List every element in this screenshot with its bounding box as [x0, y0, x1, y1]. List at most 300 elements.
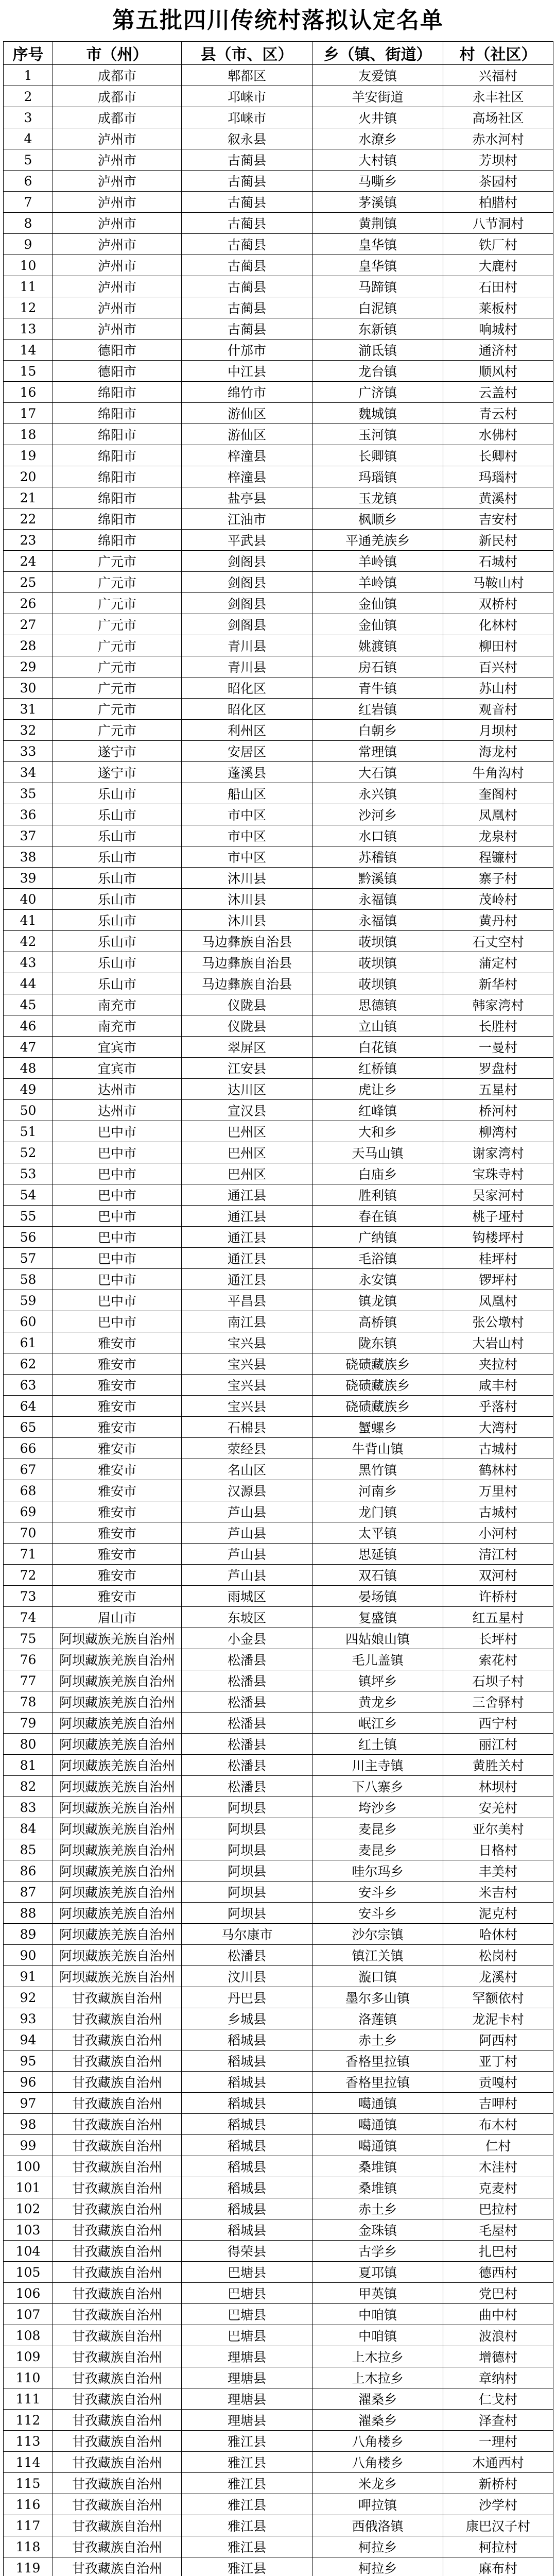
cell-city: 广元市 [53, 614, 182, 635]
cell-village: 安羌村 [443, 1797, 553, 1818]
table-row [4, 1945, 553, 1966]
cell-index: 53 [4, 1163, 53, 1184]
cell-town: 白花镇 [312, 1037, 443, 1058]
cell-city: 绵阳市 [53, 487, 182, 509]
cell-city: 阿坝藏族羌族自治州 [53, 1818, 182, 1839]
cell-village: 顺风村 [443, 361, 553, 382]
cell-county: 仪陇县 [182, 1015, 312, 1037]
cell-county: 通江县 [182, 1248, 312, 1269]
cell-village: 月坝村 [443, 720, 553, 741]
table-row [4, 445, 553, 466]
cell-village: 仁戈村 [443, 2388, 553, 2410]
cell-county: 沐川县 [182, 910, 312, 931]
cell-city: 泸州市 [53, 318, 182, 340]
cell-town: 中咱镇 [312, 2304, 443, 2325]
table-row [4, 2029, 553, 2050]
cell-city: 绵阳市 [53, 509, 182, 530]
table-row [4, 1924, 553, 1945]
table-row [4, 1522, 553, 1544]
cell-city: 南充市 [53, 994, 182, 1015]
table-row [4, 1037, 553, 1058]
table-row [4, 403, 553, 424]
table-row [4, 86, 553, 107]
cell-town: 镇龙镇 [312, 1290, 443, 1311]
cell-index: 67 [4, 1459, 53, 1480]
cell-index: 27 [4, 614, 53, 635]
table-row [4, 1227, 553, 1248]
table-row [4, 149, 553, 171]
cell-village: 红五星村 [443, 1607, 553, 1628]
cell-county: 巴州区 [182, 1121, 312, 1142]
cell-county: 宝兴县 [182, 1332, 312, 1353]
table-row [4, 509, 553, 530]
cell-index: 48 [4, 1058, 53, 1079]
cell-county: 翠屏区 [182, 1037, 312, 1058]
cell-index: 64 [4, 1396, 53, 1417]
cell-village: 克麦村 [443, 2177, 553, 2198]
cell-town: 米龙乡 [312, 2473, 443, 2494]
cell-city: 甘孜藏族自治州 [53, 2536, 182, 2557]
cell-town: 镇江关镇 [312, 1945, 443, 1966]
cell-town: 东新镇 [312, 318, 443, 340]
cell-town: 下八寨乡 [312, 1776, 443, 1797]
cell-index: 20 [4, 466, 53, 487]
cell-village: 双桥村 [443, 593, 553, 614]
cell-town: 水潦乡 [312, 128, 443, 149]
cell-town: 湔氐镇 [312, 340, 443, 361]
table-row [4, 1776, 553, 1797]
cell-county: 市中区 [182, 825, 312, 846]
cell-town: 双石镇 [312, 1565, 443, 1586]
cell-county: 汉源县 [182, 1480, 312, 1501]
cell-index: 69 [4, 1501, 53, 1522]
cell-index: 89 [4, 1924, 53, 1945]
cell-index: 34 [4, 762, 53, 783]
cell-city: 甘孜藏族自治州 [53, 1987, 182, 2008]
cell-county: 松潘县 [182, 1713, 312, 1734]
cell-index: 116 [4, 2494, 53, 2515]
cell-county: 小金县 [182, 1628, 312, 1649]
cell-village: 石田村 [443, 276, 553, 297]
cell-village: 大鹿村 [443, 255, 553, 276]
cell-city: 巴中市 [53, 1163, 182, 1184]
cell-village: 柳田村 [443, 635, 553, 656]
cell-county: 利州区 [182, 720, 312, 741]
cell-town: 羊安街道 [312, 86, 443, 107]
cell-town: 噶通镇 [312, 2093, 443, 2114]
cell-index: 13 [4, 318, 53, 340]
cell-index: 47 [4, 1037, 53, 1058]
cell-city: 乐山市 [53, 889, 182, 910]
cell-town: 白泥镇 [312, 297, 443, 318]
cell-city: 阿坝藏族羌族自治州 [53, 1713, 182, 1734]
cell-town: 墨尔多山镇 [312, 1987, 443, 2008]
cell-city: 甘孜藏族自治州 [53, 2029, 182, 2050]
cell-county: 巴塘县 [182, 2262, 312, 2283]
cell-village: 高场社区 [443, 107, 553, 128]
cell-town: 龙台镇 [312, 361, 443, 382]
table-row [4, 910, 553, 931]
cell-city: 达州市 [53, 1100, 182, 1121]
cell-county: 稻城县 [182, 2050, 312, 2072]
cell-county: 平昌县 [182, 1290, 312, 1311]
cell-index: 44 [4, 973, 53, 994]
cell-village: 马鞍山村 [443, 572, 553, 593]
cell-village: 响城村 [443, 318, 553, 340]
cell-county: 江安县 [182, 1058, 312, 1079]
cell-village: 宝珠寺村 [443, 1163, 553, 1184]
cell-county: 古蔺县 [182, 297, 312, 318]
table-row [4, 2241, 553, 2262]
cell-index: 6 [4, 171, 53, 192]
cell-city: 宜宾市 [53, 1037, 182, 1058]
cell-village: 布木村 [443, 2114, 553, 2135]
cell-town: 长卿镇 [312, 445, 443, 466]
cell-county: 松潘县 [182, 1945, 312, 1966]
cell-city: 甘孜藏族自治州 [53, 2452, 182, 2473]
cell-town: 岷江乡 [312, 1713, 443, 1734]
cell-city: 甘孜藏族自治州 [53, 2177, 182, 2198]
table-row [4, 1882, 553, 1903]
cell-index: 32 [4, 720, 53, 741]
cell-city: 甘孜藏族自治州 [53, 2346, 182, 2367]
cell-index: 96 [4, 2072, 53, 2093]
cell-town: 柯拉乡 [312, 2557, 443, 2576]
cell-city: 绵阳市 [53, 403, 182, 424]
table-row [4, 868, 553, 889]
cell-county: 得荣县 [182, 2241, 312, 2262]
table-row [4, 656, 553, 677]
cell-town: 硗碛藏族乡 [312, 1396, 443, 1417]
table-row [4, 2388, 553, 2410]
cell-index: 43 [4, 952, 53, 973]
cell-index: 110 [4, 2367, 53, 2388]
cell-town: 荍坝镇 [312, 952, 443, 973]
cell-village: 柳湾村 [443, 1121, 553, 1142]
cell-county: 船山区 [182, 783, 312, 804]
cell-village: 黄溪村 [443, 487, 553, 509]
cell-village: 柯拉村 [443, 2536, 553, 2557]
cell-county: 邛崃市 [182, 107, 312, 128]
cell-county: 通江县 [182, 1269, 312, 1290]
cell-town: 永安镇 [312, 1269, 443, 1290]
cell-village: 新桥村 [443, 2473, 553, 2494]
cell-county: 市中区 [182, 804, 312, 825]
cell-city: 巴中市 [53, 1206, 182, 1227]
cell-county: 邛崃市 [182, 86, 312, 107]
cell-city: 乐山市 [53, 868, 182, 889]
cell-town: 虎让乡 [312, 1079, 443, 1100]
cell-village: 柏腊村 [443, 192, 553, 213]
cell-index: 42 [4, 931, 53, 952]
cell-city: 甘孜藏族自治州 [53, 2114, 182, 2135]
table-row [4, 1755, 553, 1776]
cell-town: 蟹螺乡 [312, 1417, 443, 1438]
cell-index: 18 [4, 424, 53, 445]
cell-county: 稻城县 [182, 2177, 312, 2198]
cell-village: 玛瑙村 [443, 466, 553, 487]
cell-town: 魏城镇 [312, 403, 443, 424]
cell-index: 11 [4, 276, 53, 297]
table-row [4, 593, 553, 614]
cell-county: 什邡市 [182, 340, 312, 361]
cell-city: 绵阳市 [53, 466, 182, 487]
cell-town: 友爱镇 [312, 65, 443, 86]
cell-index: 113 [4, 2431, 53, 2452]
cell-city: 甘孜藏族自治州 [53, 2219, 182, 2241]
cell-city: 甘孜藏族自治州 [53, 2557, 182, 2576]
cell-village: 八节洞村 [443, 213, 553, 234]
cell-county: 巴州区 [182, 1163, 312, 1184]
cell-index: 91 [4, 1966, 53, 1987]
cell-index: 8 [4, 213, 53, 234]
cell-county: 雅江县 [182, 2494, 312, 2515]
table-row [4, 2515, 553, 2536]
cell-town: 牛背山镇 [312, 1438, 443, 1459]
cell-index: 88 [4, 1903, 53, 1924]
cell-city: 雅安市 [53, 1586, 182, 1607]
cell-village: 蒲定村 [443, 952, 553, 973]
cell-town: 马嘶乡 [312, 171, 443, 192]
cell-village: 西宁村 [443, 1713, 553, 1734]
table-row [4, 2198, 553, 2219]
cell-village: 万里村 [443, 1480, 553, 1501]
cell-county: 松潘县 [182, 1734, 312, 1755]
cell-town: 天马山镇 [312, 1142, 443, 1163]
table-row [4, 1311, 553, 1332]
cell-county: 宝兴县 [182, 1396, 312, 1417]
cell-index: 115 [4, 2473, 53, 2494]
cell-city: 阿坝藏族羌族自治州 [53, 1755, 182, 1776]
cell-county: 剑阁县 [182, 614, 312, 635]
cell-county: 稻城县 [182, 2198, 312, 2219]
cell-county: 芦山县 [182, 1565, 312, 1586]
cell-village: 锣坪村 [443, 1269, 553, 1290]
cell-town: 濯桑乡 [312, 2410, 443, 2431]
cell-town: 黑竹镇 [312, 1459, 443, 1480]
cell-village: 张公墩村 [443, 1311, 553, 1332]
cell-index: 17 [4, 403, 53, 424]
cell-index: 70 [4, 1522, 53, 1544]
cell-town: 皇华镇 [312, 255, 443, 276]
cell-county: 宣汉县 [182, 1100, 312, 1121]
cell-county: 雅江县 [182, 2536, 312, 2557]
cell-county: 松潘县 [182, 1776, 312, 1797]
cell-index: 94 [4, 2029, 53, 2050]
cell-county: 古蔺县 [182, 318, 312, 340]
cell-town: 羊岭镇 [312, 572, 443, 593]
cell-county: 古蔺县 [182, 276, 312, 297]
cell-index: 93 [4, 2008, 53, 2029]
cell-town: 安斗乡 [312, 1882, 443, 1903]
header-index: 序号 [4, 42, 53, 65]
table-row [4, 1459, 553, 1480]
cell-town: 姚渡镇 [312, 635, 443, 656]
cell-town: 晏场镇 [312, 1586, 443, 1607]
cell-city: 广元市 [53, 635, 182, 656]
cell-village: 黄胜关村 [443, 1755, 553, 1776]
cell-village: 咸丰村 [443, 1375, 553, 1396]
cell-county: 理塘县 [182, 2388, 312, 2410]
cell-village: 凤凰村 [443, 804, 553, 825]
cell-village: 亚丁村 [443, 2050, 553, 2072]
cell-city: 广元市 [53, 593, 182, 614]
table-row [4, 2008, 553, 2029]
cell-village: 大岩山村 [443, 1332, 553, 1353]
cell-village: 新民村 [443, 530, 553, 551]
cell-city: 甘孜藏族自治州 [53, 2515, 182, 2536]
table-row [4, 65, 553, 86]
cell-city: 绵阳市 [53, 382, 182, 403]
cell-village: 仁村 [443, 2135, 553, 2156]
cell-town: 河南乡 [312, 1480, 443, 1501]
cell-town: 春在镇 [312, 1206, 443, 1227]
cell-index: 61 [4, 1332, 53, 1353]
table-row [4, 1206, 553, 1227]
cell-county: 稻城县 [182, 2114, 312, 2135]
cell-village: 林坝村 [443, 1776, 553, 1797]
cell-village: 兴福村 [443, 65, 553, 86]
table-row [4, 825, 553, 846]
cell-town: 哇尔玛乡 [312, 1860, 443, 1882]
cell-city: 甘孜藏族自治州 [53, 2304, 182, 2325]
cell-town: 荍坝镇 [312, 973, 443, 994]
cell-village: 长卿村 [443, 445, 553, 466]
cell-village: 党巴村 [443, 2283, 553, 2304]
table-row [4, 1649, 553, 1670]
header-county: 县（市、区） [182, 42, 312, 65]
cell-town: 玉河镇 [312, 424, 443, 445]
cell-index: 54 [4, 1184, 53, 1206]
table-body [4, 65, 553, 2576]
cell-county: 通江县 [182, 1227, 312, 1248]
cell-city: 雅安市 [53, 1565, 182, 1586]
cell-city: 巴中市 [53, 1248, 182, 1269]
cell-village: 新华村 [443, 973, 553, 994]
cell-index: 35 [4, 783, 53, 804]
cell-city: 甘孜藏族自治州 [53, 2241, 182, 2262]
cell-town: 红岩镇 [312, 699, 443, 720]
cell-village: 大湾村 [443, 1417, 553, 1438]
cell-town: 沙河乡 [312, 804, 443, 825]
cell-index: 107 [4, 2304, 53, 2325]
cell-town: 沙尔宗镇 [312, 1924, 443, 1945]
cell-city: 阿坝藏族羌族自治州 [53, 1966, 182, 1987]
cell-town: 上木拉乡 [312, 2346, 443, 2367]
cell-city: 乐山市 [53, 804, 182, 825]
cell-county: 稻城县 [182, 2219, 312, 2241]
table-row [4, 720, 553, 741]
cell-index: 119 [4, 2557, 53, 2576]
table-row [4, 1628, 553, 1649]
cell-county: 古蔺县 [182, 255, 312, 276]
table-row [4, 1290, 553, 1311]
cell-index: 49 [4, 1079, 53, 1100]
table-row [4, 1586, 553, 1607]
cell-city: 阿坝藏族羌族自治州 [53, 1670, 182, 1691]
cell-village: 龙溪村 [443, 1966, 553, 1987]
cell-city: 乐山市 [53, 825, 182, 846]
cell-city: 阿坝藏族羌族自治州 [53, 1628, 182, 1649]
cell-county: 稻城县 [182, 2135, 312, 2156]
cell-county: 安居区 [182, 741, 312, 762]
cell-index: 103 [4, 2219, 53, 2241]
cell-village: 永丰社区 [443, 86, 553, 107]
cell-city: 甘孜藏族自治州 [53, 2093, 182, 2114]
cell-village: 丽江村 [443, 1734, 553, 1755]
cell-city: 雅安市 [53, 1480, 182, 1501]
cell-county: 雅江县 [182, 2452, 312, 2473]
cell-county: 稻城县 [182, 2029, 312, 2050]
cell-city: 遂宁市 [53, 762, 182, 783]
cell-village: 长坪村 [443, 1628, 553, 1649]
cell-index: 59 [4, 1290, 53, 1311]
cell-index: 108 [4, 2325, 53, 2346]
cell-county: 雅江县 [182, 2515, 312, 2536]
table-row [4, 1100, 553, 1121]
cell-index: 97 [4, 2093, 53, 2114]
table-row [4, 572, 553, 593]
cell-county: 马边彝族自治县 [182, 952, 312, 973]
cell-index: 81 [4, 1755, 53, 1776]
cell-village: 波浪村 [443, 2325, 553, 2346]
cell-village: 曲中村 [443, 2304, 553, 2325]
cell-county: 昭化区 [182, 677, 312, 699]
table-row [4, 889, 553, 910]
cell-village: 石丈空村 [443, 931, 553, 952]
cell-index: 75 [4, 1628, 53, 1649]
cell-town: 麦昆乡 [312, 1839, 443, 1860]
cell-index: 39 [4, 868, 53, 889]
cell-city: 阿坝藏族羌族自治州 [53, 1903, 182, 1924]
cell-county: 游仙区 [182, 424, 312, 445]
cell-town: 八角楼乡 [312, 2431, 443, 2452]
cell-county: 东坡区 [182, 1607, 312, 1628]
cell-village: 赤水河村 [443, 128, 553, 149]
cell-county: 松潘县 [182, 1691, 312, 1713]
cell-town: 红桥镇 [312, 1058, 443, 1079]
cell-village: 莱板村 [443, 297, 553, 318]
cell-city: 绵阳市 [53, 445, 182, 466]
cell-index: 82 [4, 1776, 53, 1797]
cell-village: 阿西村 [443, 2029, 553, 2050]
cell-city: 泸州市 [53, 128, 182, 149]
cell-county: 松潘县 [182, 1670, 312, 1691]
cell-city: 广元市 [53, 677, 182, 699]
cell-index: 92 [4, 1987, 53, 2008]
table-row [4, 1248, 553, 1269]
cell-town: 西俄洛镇 [312, 2515, 443, 2536]
table-row [4, 1987, 553, 2008]
cell-village: 寨子村 [443, 868, 553, 889]
cell-town: 大和乡 [312, 1121, 443, 1142]
table-row [4, 466, 553, 487]
cell-town: 枫顺乡 [312, 509, 443, 530]
cell-city: 雅安市 [53, 1501, 182, 1522]
cell-index: 50 [4, 1100, 53, 1121]
cell-town: 上木拉乡 [312, 2367, 443, 2388]
cell-village: 巴拉村 [443, 2198, 553, 2219]
cell-county: 青川县 [182, 656, 312, 677]
cell-village: 水佛村 [443, 424, 553, 445]
table-row [4, 2072, 553, 2093]
cell-city: 乐山市 [53, 783, 182, 804]
cell-city: 广元市 [53, 720, 182, 741]
table-row [4, 1269, 553, 1290]
cell-index: 41 [4, 910, 53, 931]
cell-town: 洛莲镇 [312, 2008, 443, 2029]
cell-village: 古城村 [443, 1501, 553, 1522]
